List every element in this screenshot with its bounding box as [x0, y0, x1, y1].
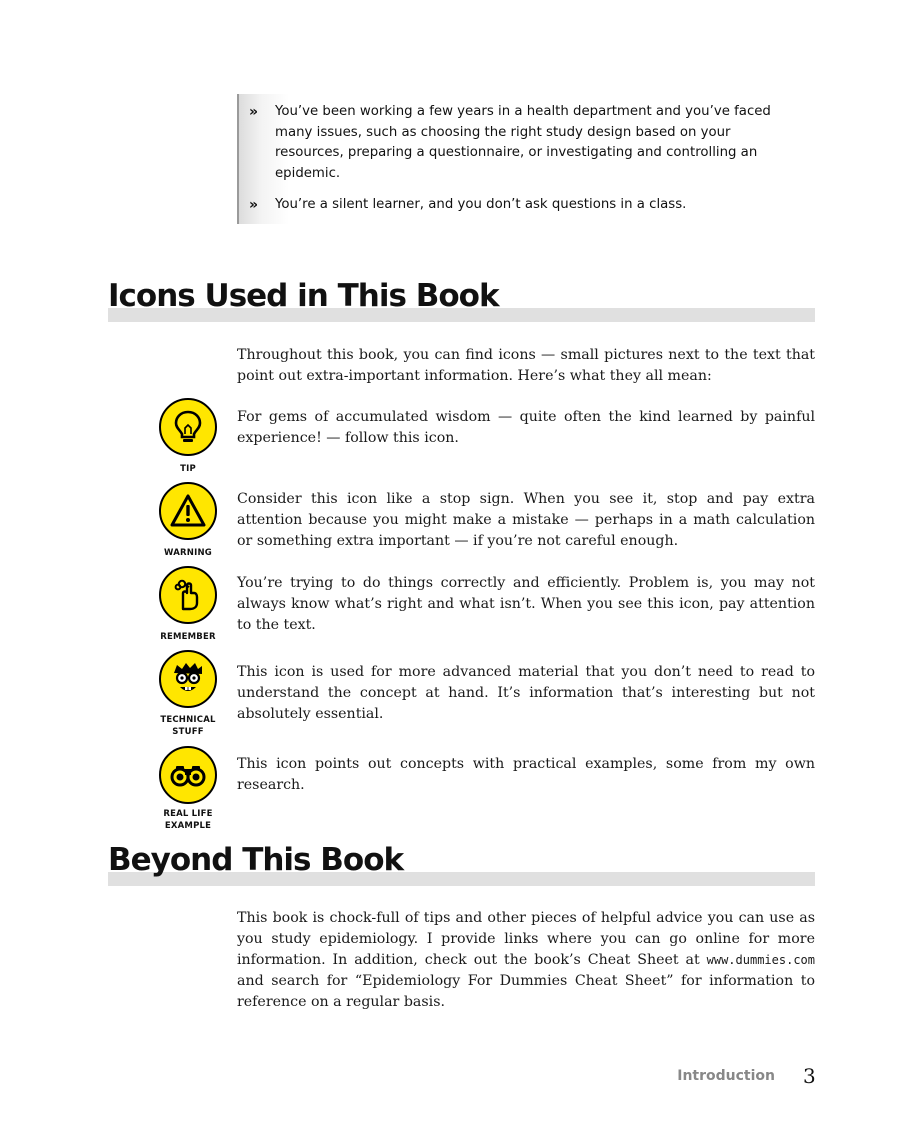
- section-heading-icons: Icons Used in This Book: [108, 278, 499, 314]
- footer-section-title: Introduction: [677, 1068, 775, 1084]
- icon-label-real-life-example: REAL LIFE EXAMPLE: [163, 809, 213, 831]
- bullet-text: You’ve been working a few years in a health department and you’ve faced many issues, such as choosing the right study design based on your resources, preparing a questionnaire, or investigating and controlling an epidemic.: [275, 104, 771, 181]
- finger-string-icon: [159, 566, 217, 624]
- warning-description: Consider this icon like a stop sign. When you see it, stop and pay extra attention because you might make a mistake — perhaps in a math calculation or something extra important — if you’re not careful enough.: [237, 491, 815, 549]
- technical-stuff-description: This icon is used for more advanced material that you don’t need to read to understand the concept at hand. It’s information that’s interesting but not absolutely essential.: [237, 664, 815, 722]
- lightbulb-icon: [159, 398, 217, 456]
- icon-label-tip: TIP: [180, 464, 196, 474]
- beyond-paragraph: [237, 908, 815, 1013]
- dummies-url-link[interactable]: www.dummies.com: [706, 953, 815, 967]
- bullet-item: [249, 195, 797, 216]
- binoculars-icon: [159, 746, 217, 804]
- nerd-face-icon: [159, 650, 217, 708]
- page-number: 3: [803, 1064, 816, 1088]
- real-life-example-description: This icon points out concepts with practical examples, some from my own research.: [237, 756, 815, 793]
- tip-description: For gems of accumulated wisdom — quite often the kind learned by painful experience! — follow this icon.: [237, 409, 815, 446]
- section-heading-beyond: Beyond This Book: [108, 842, 404, 878]
- icon-label-warning: WARNING: [164, 548, 212, 558]
- sidebar-bullet-list: [237, 94, 797, 224]
- bullet-text: You’re a silent learner, and you don’t ask questions in a class.: [275, 197, 687, 212]
- remember-description: You’re trying to do things correctly and efficiently. Problem is, you may not always know what’s right and what isn’t. When you see this icon, pay attention to the text.: [237, 575, 815, 633]
- warning-triangle-icon: [159, 482, 217, 540]
- double-chevron-icon: »: [249, 197, 256, 213]
- icons-intro-paragraph: Throughout this book, you can find icons — small pictures next to the text that point out extra-important information. Here’s what they all mean:: [237, 347, 815, 384]
- icon-label-remember: REMEMBER: [160, 632, 216, 642]
- beyond-text-end: and search for “Epidemiology For Dummies Cheat Sheet” for information to reference on a regular basis.: [237, 973, 815, 1010]
- bullet-item: [249, 102, 797, 184]
- icon-label-technical-stuff: TECHNICAL STUFF: [160, 715, 216, 737]
- double-chevron-icon: »: [249, 104, 256, 120]
- beyond-text-start: This book is chock-full of tips and other pieces of helpful advice you can use as you study epidemiology. I provide links where you can go online for more information. In addition, check out the book’s Cheat Sheet at: [237, 910, 815, 968]
